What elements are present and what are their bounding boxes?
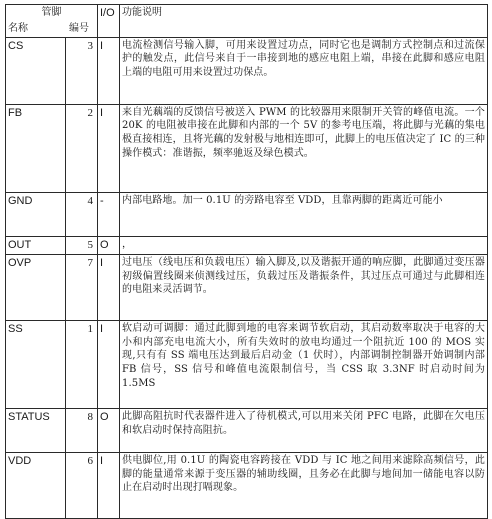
number-header-label: 编号 bbox=[69, 22, 89, 34]
pin-number-cell: 8 bbox=[66, 408, 98, 452]
table-row bbox=[6, 254, 488, 320]
function-header-label: 功能说明 bbox=[122, 7, 162, 18]
pin-description-cell: 内部电路地。加一 0.1U 的旁路电容至 VDD，且靠两脚的距离近可能小 bbox=[120, 192, 488, 236]
table-header-row-top bbox=[6, 5, 488, 21]
pin-number-cell: 3 bbox=[66, 37, 98, 104]
io-header-cell bbox=[98, 5, 120, 38]
pin-description-cell: 此脚高阻抗时代表器件进入了待机模式,可以用来关闭 PFC 电路，此脚在欠电压和软启动时保持高阻抗。 bbox=[120, 408, 488, 452]
pin-io-cell: O bbox=[98, 236, 120, 254]
pin-number-cell: 4 bbox=[66, 192, 98, 236]
pin-io-cell: I bbox=[98, 104, 120, 192]
io-header-label: I/O bbox=[100, 7, 115, 19]
table-row bbox=[6, 452, 488, 518]
pin-name-cell: STATUS bbox=[6, 408, 66, 452]
table-row bbox=[6, 192, 488, 236]
pin-io-cell: I bbox=[98, 37, 120, 104]
pin-function-table bbox=[5, 4, 488, 519]
pin-name-cell: VDD bbox=[6, 452, 66, 518]
table-row bbox=[6, 104, 488, 192]
function-header-cell bbox=[120, 5, 488, 38]
pin-io-cell: - bbox=[98, 192, 120, 236]
pin-number-cell: 6 bbox=[66, 452, 98, 518]
pin-name-cell: GND bbox=[6, 192, 66, 236]
pin-number-cell: 7 bbox=[66, 254, 98, 320]
name-number-header-cell bbox=[6, 21, 98, 37]
pin-io-cell: I bbox=[98, 320, 120, 408]
pin-number-cell: 5 bbox=[66, 236, 98, 254]
pin-io-cell: I bbox=[98, 452, 120, 518]
pin-name-cell: CS bbox=[6, 37, 66, 104]
pin-number-cell: 1 bbox=[66, 320, 98, 408]
pin-header-cell bbox=[6, 5, 98, 21]
pin-name-cell: FB bbox=[6, 104, 66, 192]
pin-number-cell: 2 bbox=[66, 104, 98, 192]
name-header-label: 名称 bbox=[8, 22, 28, 34]
table-row bbox=[6, 37, 488, 104]
table-row bbox=[6, 320, 488, 408]
pin-description-cell: 电流检测信号输入脚，可用来设置过功点，同时它也是调制方式控制点和过流保护的触发点，此信号来自于一串接到地的感应电阻上端，串接在此脚和感应电阻上端的电阻可用来设置过功保点。 bbox=[120, 37, 488, 104]
pin-name-cell: SS bbox=[6, 320, 66, 408]
pin-name-cell: OUT bbox=[6, 236, 66, 254]
table-row bbox=[6, 236, 488, 254]
table-row bbox=[6, 408, 488, 452]
pin-description-cell: 来自光藕端的反馈信号被送入 PWM 的比较器用来限制开关管的峰值电流。一个 20K 的电阻被串接在此脚和内部的一个 5V 的参考电压端，将此脚与光藕的集电极直接相连，且将光藕的发射极与地相连即可，此脚上的电压值决定了 IC 的三种操作模式：准谐振，频率驰返及绿色模式。 bbox=[120, 104, 488, 192]
pin-io-cell: O bbox=[98, 408, 120, 452]
pin-description-cell: ， bbox=[120, 236, 488, 254]
pin-io-cell: I bbox=[98, 254, 120, 320]
pin-description-cell: 软启动可调脚：通过此脚到地的电容来调节软启动，其启动数率取决于电容的大小和内部充电电流大小，所有失效时的放电均通过一个阻抗近 100 的 MOS 实现,只有有 SS 端电压达到最后启动金（1 伏时），内部调制控制器开始调制内部 FB 信号，SS 信号和峰值电流限制信号，当 CSS 取 3.3NF 时启动时间为 1.5MS bbox=[120, 320, 488, 408]
pin-description-cell: 过电压（线电压和负载电压）输入脚及,以及谐振开通的响应脚，此脚通过变压器初级偏置线圈来侦测线过压，负载过压及谐振条件，其过压点可通过与此脚相连的电阻来灵活调节。 bbox=[120, 254, 488, 320]
pin-name-cell: OVP bbox=[6, 254, 66, 320]
pin-description-cell: 供电脚位,用 0.1U 的陶瓷电容跨接在 VDD 与 IC 地之间用来滤除高频信号，此脚的能量通常来源于变压器的辅助线圈，且务必在此脚与地间加一储能电容以防止在启动时出现打嗝现象。 bbox=[120, 452, 488, 518]
pin-header-label: 管脚 bbox=[41, 7, 62, 18]
